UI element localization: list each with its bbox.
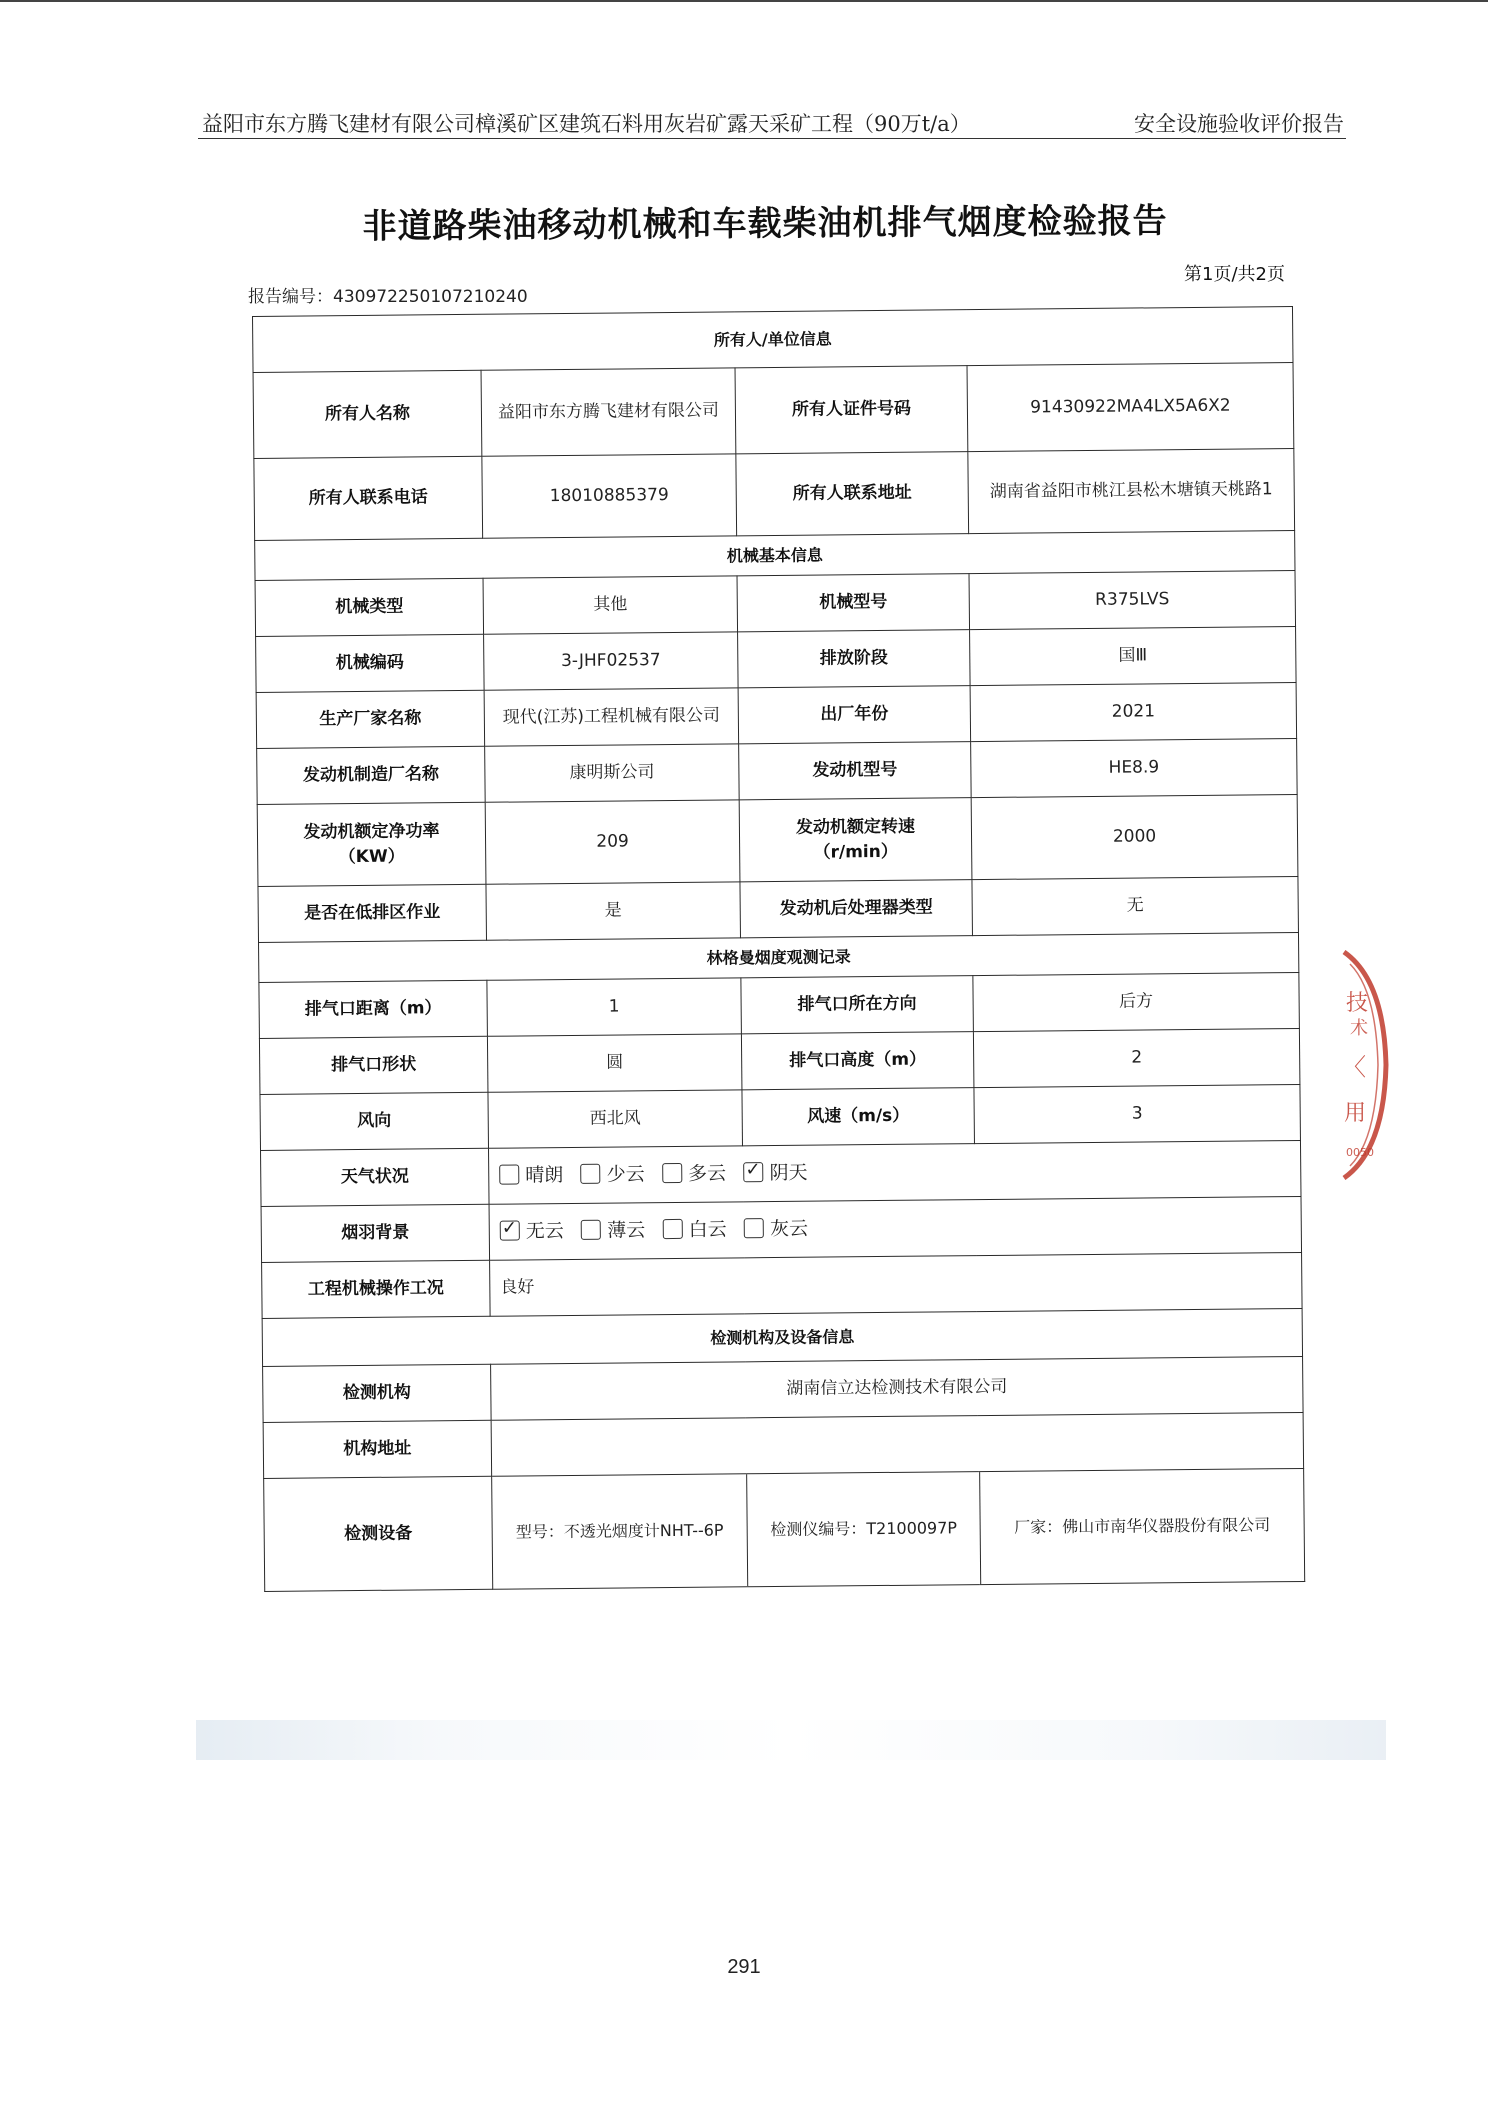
engine-manufacturer-label: 发动机制造厂名称 bbox=[257, 746, 486, 804]
checkbox-icon[interactable] bbox=[581, 1219, 601, 1239]
option-label: 灰云 bbox=[769, 1217, 809, 1240]
engine-power-label-line1: 发动机额定净功率 bbox=[303, 821, 440, 843]
svg-text:〈: 〈 bbox=[1342, 1053, 1366, 1081]
svg-text:术: 术 bbox=[1350, 1018, 1368, 1039]
engine-speed-label-line1: 发动机额定转速 bbox=[795, 816, 916, 838]
owner-phone-label: 所有人联系电话 bbox=[254, 456, 483, 540]
machine-type-value: 其他 bbox=[483, 576, 738, 634]
option-label: 少云 bbox=[606, 1162, 645, 1186]
exhaust-shape-value: 圆 bbox=[487, 1034, 742, 1092]
table-row bbox=[261, 1140, 1302, 1206]
device-manufacturer: 厂家：佛山市南华仪器股份有限公司 bbox=[1014, 1515, 1271, 1538]
manufacturer-label: 生产厂家名称 bbox=[256, 690, 485, 748]
svg-text:技: 技 bbox=[1346, 991, 1369, 1016]
engine-power-value: 209 bbox=[485, 800, 740, 884]
wind-direction-label: 风向 bbox=[260, 1092, 489, 1150]
table-row bbox=[260, 1084, 1301, 1150]
table-row bbox=[254, 449, 1295, 541]
table-row bbox=[258, 876, 1299, 942]
checkbox-icon[interactable] bbox=[500, 1220, 520, 1240]
report-title: 非道路柴油移动机械和车载柴油机排气烟度检验报告 bbox=[362, 201, 1168, 247]
plume-background-label: 烟羽背景 bbox=[261, 1204, 490, 1262]
table-row bbox=[259, 1028, 1300, 1094]
scan-artifact-strip bbox=[196, 1720, 1386, 1760]
engine-model-label: 发动机型号 bbox=[739, 742, 972, 800]
weather-option-cloudy[interactable] bbox=[662, 1160, 726, 1188]
aftertreatment-value: 无 bbox=[972, 876, 1299, 935]
agency-address-label: 机构地址 bbox=[263, 1420, 492, 1478]
engine-speed-value: 2000 bbox=[971, 794, 1298, 879]
owner-address-label: 所有人联系地址 bbox=[736, 452, 969, 536]
svg-text:0050: 0050 bbox=[1346, 1146, 1374, 1159]
exhaust-height-value: 2 bbox=[973, 1028, 1300, 1087]
table-row bbox=[263, 1412, 1304, 1478]
wind-direction-value: 西北风 bbox=[488, 1090, 743, 1148]
engine-manufacturer-value: 康明斯公司 bbox=[485, 744, 740, 802]
svg-text:用: 用 bbox=[1344, 1101, 1367, 1126]
exhaust-distance-value: 1 bbox=[487, 978, 742, 1036]
device-details bbox=[492, 1468, 1305, 1589]
low-emission-zone-label: 是否在低排区作业 bbox=[258, 884, 487, 942]
machine-model-value: R375LVS bbox=[969, 570, 1296, 629]
running-header bbox=[198, 104, 1346, 139]
option-label: 晴朗 bbox=[525, 1163, 564, 1187]
engine-power-label-line2: （KW） bbox=[338, 846, 405, 867]
inspection-table bbox=[252, 306, 1305, 1592]
production-year-label: 出厂年份 bbox=[738, 686, 971, 744]
plume-background-options bbox=[489, 1196, 1302, 1260]
owner-name-value: 益阳市东方腾飞建材有限公司 bbox=[481, 368, 736, 456]
wind-speed-label: 风速（m/s） bbox=[742, 1088, 975, 1146]
checkbox-icon[interactable] bbox=[581, 1163, 601, 1183]
machine-type-label: 机械类型 bbox=[255, 578, 484, 636]
table-row bbox=[253, 363, 1294, 459]
owner-cert-value: 91430922MA4LX5A6X2 bbox=[967, 363, 1294, 452]
page-number: 291 bbox=[727, 1956, 761, 1978]
section-row-owner bbox=[253, 307, 1294, 373]
exhaust-direction-label: 排气口所在方向 bbox=[741, 976, 974, 1034]
exhaust-direction-value: 后方 bbox=[973, 972, 1300, 1031]
checkbox-icon[interactable] bbox=[662, 1163, 682, 1183]
section-title-ringelmann: 林格曼烟度观测记录 bbox=[259, 932, 1299, 982]
machine-code-label: 机械编码 bbox=[256, 634, 485, 692]
page-top-border bbox=[0, 0, 1488, 2]
device-model: 型号：不透光烟度计NHT--6P bbox=[492, 1474, 748, 1588]
table-row bbox=[263, 1356, 1304, 1422]
running-header-right: 安全设施验收评价报告 bbox=[1134, 112, 1344, 136]
weather-option-overcast[interactable] bbox=[743, 1159, 807, 1187]
machine-model-label: 机械型号 bbox=[737, 574, 970, 632]
plume-option-thin-cloud[interactable] bbox=[581, 1217, 645, 1245]
report-number: 报告编号：430972250107210240 bbox=[248, 287, 528, 307]
option-label: 白云 bbox=[688, 1218, 727, 1241]
owner-phone-value: 18010885379 bbox=[482, 454, 737, 538]
agency-value: 湖南信立达检测技术有限公司 bbox=[491, 1356, 1304, 1420]
table-row bbox=[259, 972, 1300, 1038]
running-header-left: 益阳市东方腾飞建材有限公司樟溪矿区建筑石料用灰岩矿露天采矿工程（90万t/a） bbox=[202, 112, 971, 136]
table-row bbox=[256, 626, 1297, 692]
emission-stage-label: 排放阶段 bbox=[738, 630, 971, 688]
table-row bbox=[257, 794, 1298, 886]
weather-options bbox=[488, 1140, 1301, 1204]
table-row bbox=[257, 738, 1298, 804]
section-title-machine: 机械基本信息 bbox=[255, 531, 1295, 581]
aftertreatment-label: 发动机后处理器类型 bbox=[740, 880, 973, 938]
engine-speed-label-line2: （r/min） bbox=[813, 841, 898, 863]
exhaust-height-label: 排气口高度（m） bbox=[741, 1032, 974, 1090]
plume-option-no-cloud[interactable] bbox=[500, 1218, 564, 1246]
device-label: 检测设备 bbox=[264, 1476, 493, 1591]
checkbox-icon[interactable] bbox=[743, 1162, 763, 1182]
section-title-owner: 所有人/单位信息 bbox=[253, 307, 1294, 373]
production-year-value: 2021 bbox=[970, 682, 1297, 741]
weather-label: 天气状况 bbox=[261, 1148, 490, 1206]
agency-label: 检测机构 bbox=[263, 1364, 492, 1422]
table-row bbox=[264, 1468, 1305, 1591]
manufacturer-value: 现代(江苏)工程机械有限公司 bbox=[484, 688, 739, 746]
table-row bbox=[255, 570, 1296, 636]
checkbox-icon[interactable] bbox=[663, 1219, 683, 1239]
owner-name-label: 所有人名称 bbox=[253, 370, 482, 458]
checkbox-icon[interactable] bbox=[499, 1164, 519, 1184]
engine-speed-label bbox=[739, 798, 972, 882]
owner-address-value: 湖南省益阳市桃江县松木塘镇天桃路1 bbox=[968, 449, 1295, 534]
operating-condition-label: 工程机械操作工况 bbox=[262, 1260, 491, 1318]
red-seal-stamp bbox=[1340, 950, 1390, 1180]
page-of-indicator: 第1页/共2页 bbox=[1184, 264, 1285, 285]
weather-option-few-clouds[interactable] bbox=[581, 1161, 645, 1189]
operating-condition-value: 良好 bbox=[490, 1252, 1303, 1316]
table-row bbox=[262, 1252, 1303, 1318]
exhaust-distance-label: 排气口距离（m） bbox=[259, 980, 488, 1038]
owner-cert-label: 所有人证件号码 bbox=[735, 366, 968, 454]
plume-option-white-cloud[interactable] bbox=[663, 1216, 727, 1244]
option-label: 无云 bbox=[525, 1219, 564, 1243]
device-number: 检测仪编号：T2100097P bbox=[747, 1472, 981, 1586]
option-label: 阴天 bbox=[769, 1161, 808, 1184]
agency-address-value bbox=[491, 1412, 1304, 1476]
plume-option-grey-cloud[interactable] bbox=[744, 1215, 808, 1243]
wind-speed-value: 3 bbox=[974, 1084, 1301, 1143]
table-row bbox=[261, 1196, 1302, 1262]
engine-model-value: HE8.9 bbox=[971, 738, 1298, 797]
engine-power-label bbox=[257, 802, 486, 886]
exhaust-shape-label: 排气口形状 bbox=[259, 1036, 488, 1094]
low-emission-zone-value: 是 bbox=[486, 882, 741, 940]
option-label: 薄云 bbox=[607, 1218, 646, 1242]
table-row bbox=[256, 682, 1297, 748]
weather-option-clear[interactable] bbox=[499, 1162, 563, 1190]
inspection-form bbox=[252, 306, 1304, 1592]
emission-stage-value: 国Ⅲ bbox=[970, 626, 1297, 685]
checkbox-icon[interactable] bbox=[744, 1218, 764, 1238]
machine-code-value: 3-JHF02537 bbox=[484, 632, 739, 690]
option-label: 多云 bbox=[687, 1162, 727, 1185]
section-title-inspection: 检测机构及设备信息 bbox=[262, 1308, 1302, 1366]
